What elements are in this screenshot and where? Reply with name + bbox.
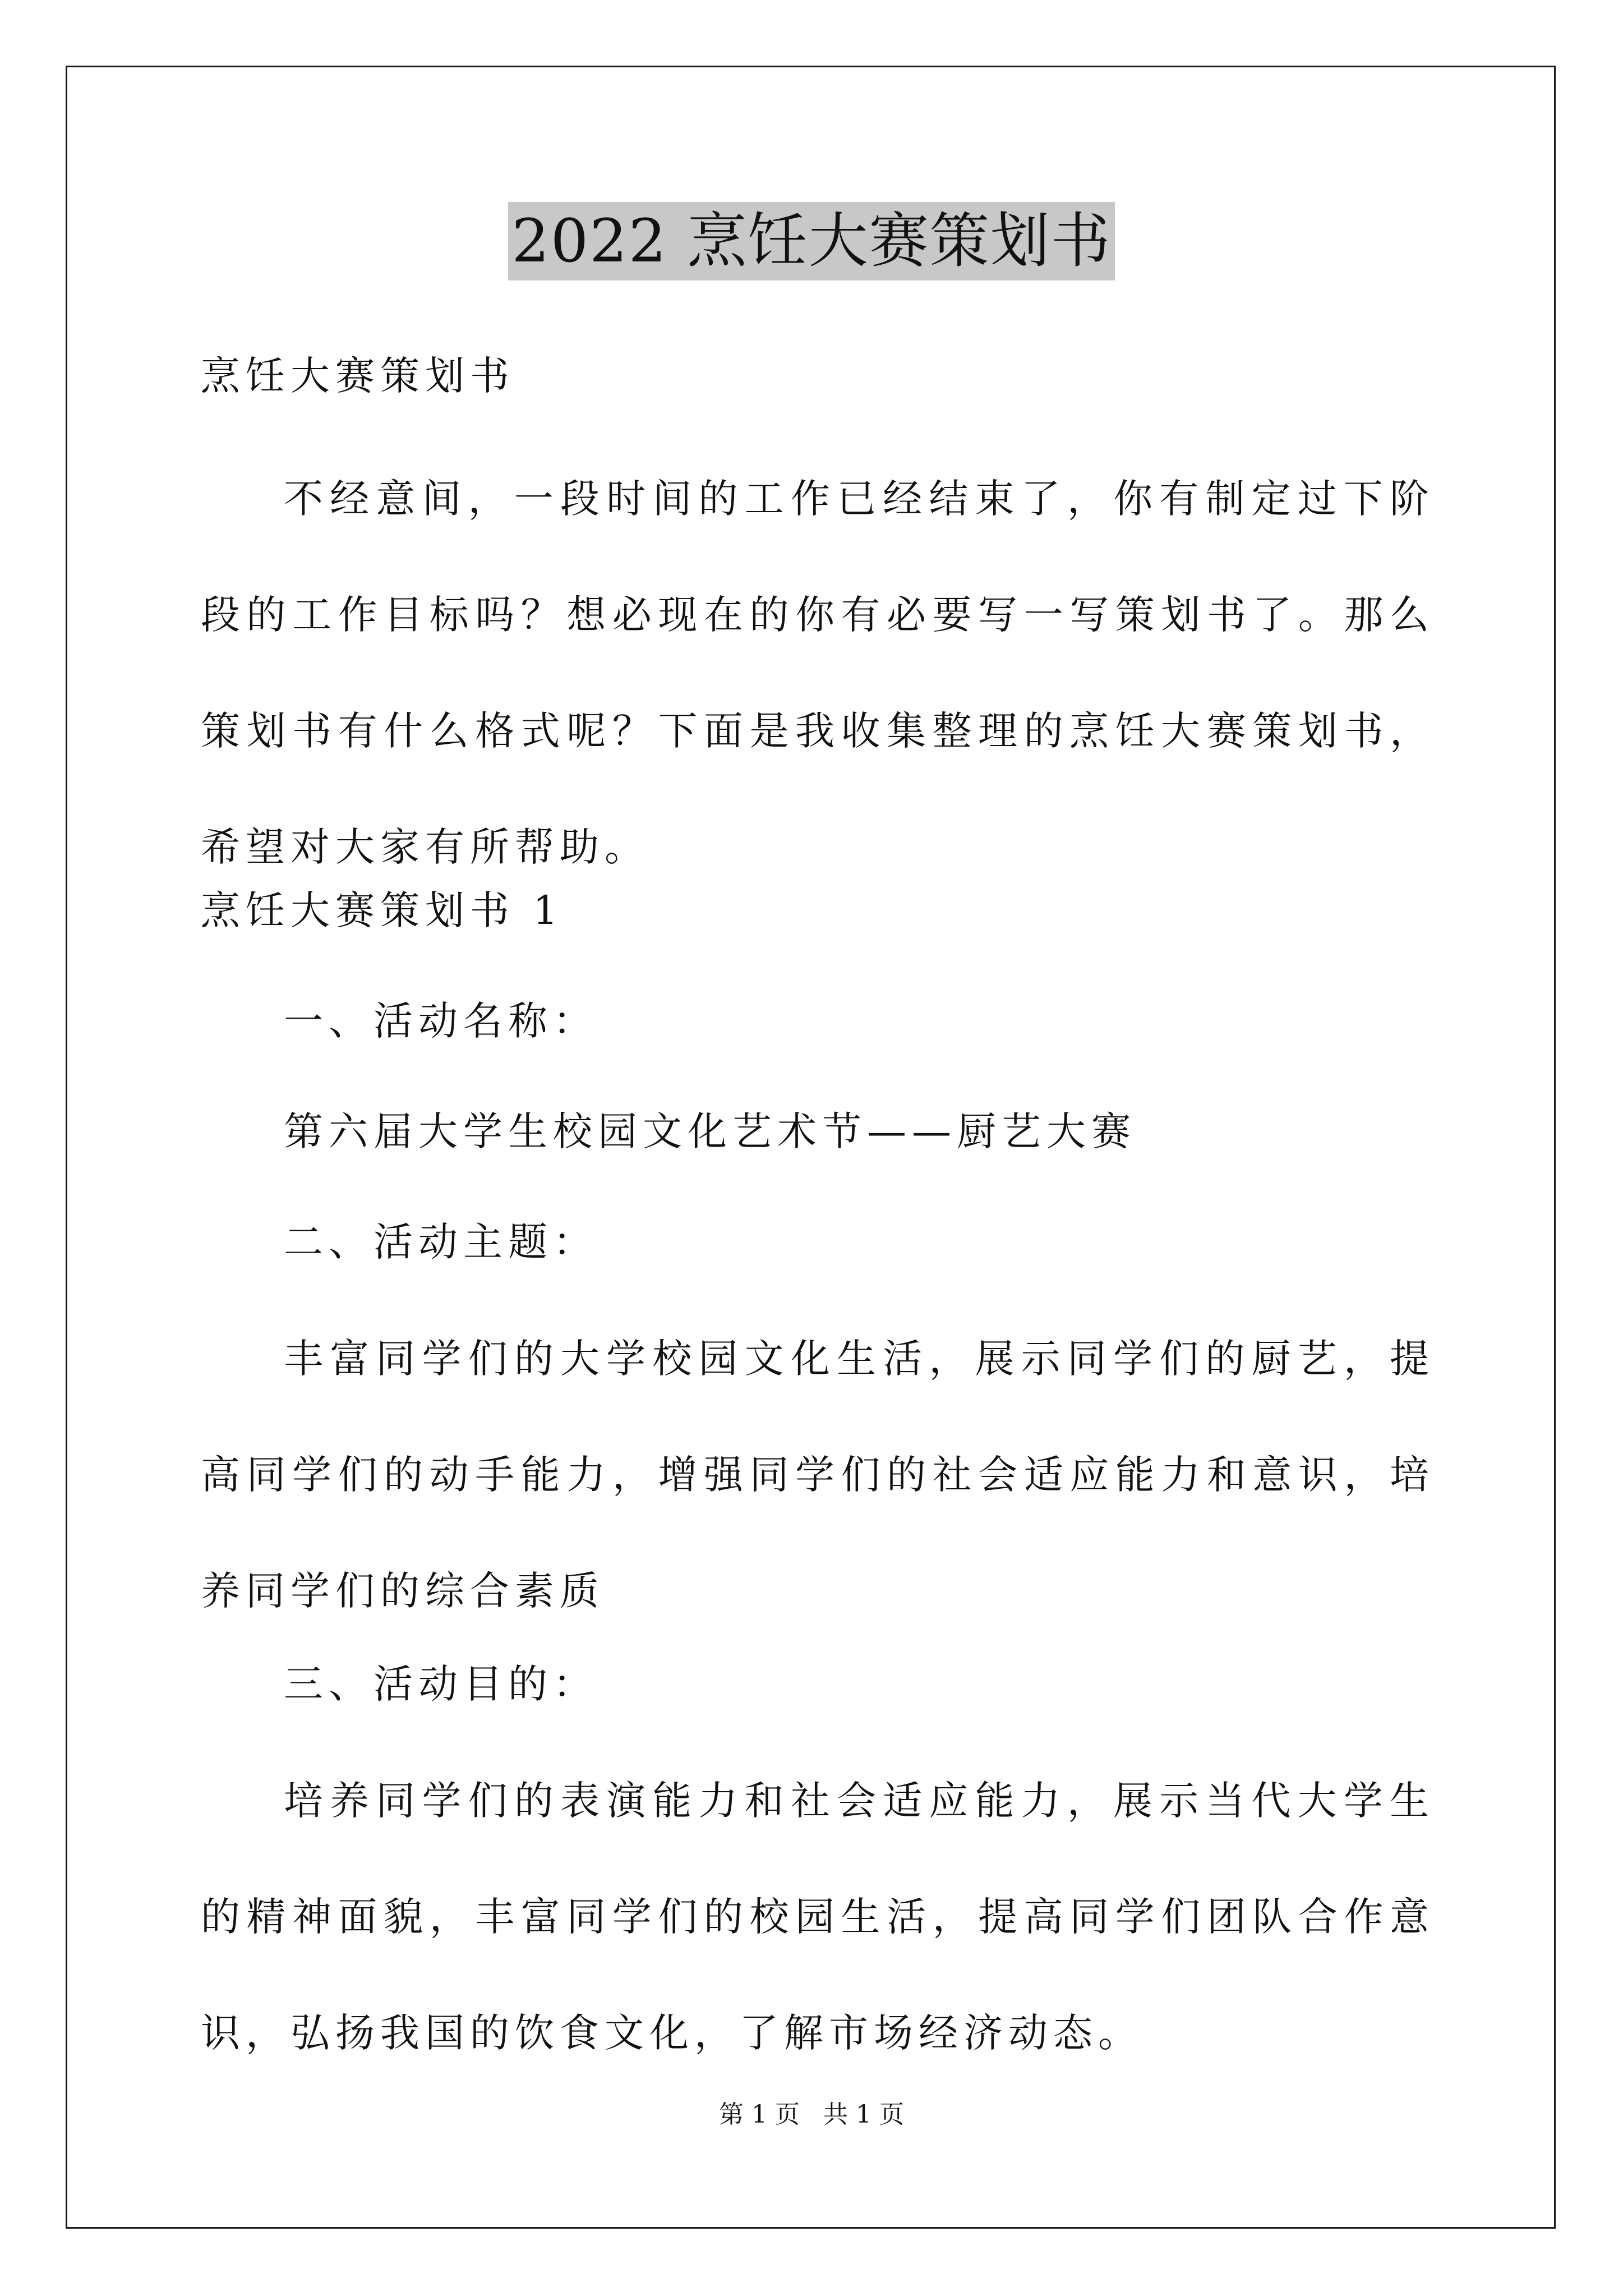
activity-theme-paragraph: 丰富同学们的大学校园文化生活，展示同学们的厨艺，提高同学们的动手能力，增强同学们的社会适应能力和意识，培养同学们的综合素质 — [201, 1336, 1435, 1614]
heading-activity-purpose: 三、活动目的： — [284, 1661, 598, 1707]
document-title: 2022 烹饪大赛策划书 — [508, 202, 1114, 280]
heading-activity-theme: 二、活动主题： — [284, 1219, 598, 1265]
heading-activity-name: 一、活动名称： — [284, 998, 598, 1044]
page-number-footer: 第 1 页 共 1 页 — [719, 2100, 904, 2129]
intro-paragraph: 不经意间，一段时间的工作已经结束了，你有制定过下阶段的工作目标吗？想必现在的你有必要写一写策划书了。那么策划书有什么格式呢？下面是我收集整理的烹饪大赛策划书，希望对大家有所帮助。 — [201, 476, 1435, 870]
activity-purpose-paragraph: 培养同学们的表演能力和社会适应能力，展示当代大学生的精神面貌，丰富同学们的校园生活，提高同学们团队合作意识，弘扬我国的饮食文化，了解市场经济动态。 — [201, 1778, 1435, 2056]
section-title: 烹饪大赛策划书 1 — [201, 887, 564, 933]
title-container — [0, 202, 1623, 280]
document-subtitle: 烹饪大赛策划书 — [201, 353, 515, 399]
activity-name-text: 第六届大学生校园文化艺术节——厨艺大赛 — [284, 1108, 1136, 1154]
